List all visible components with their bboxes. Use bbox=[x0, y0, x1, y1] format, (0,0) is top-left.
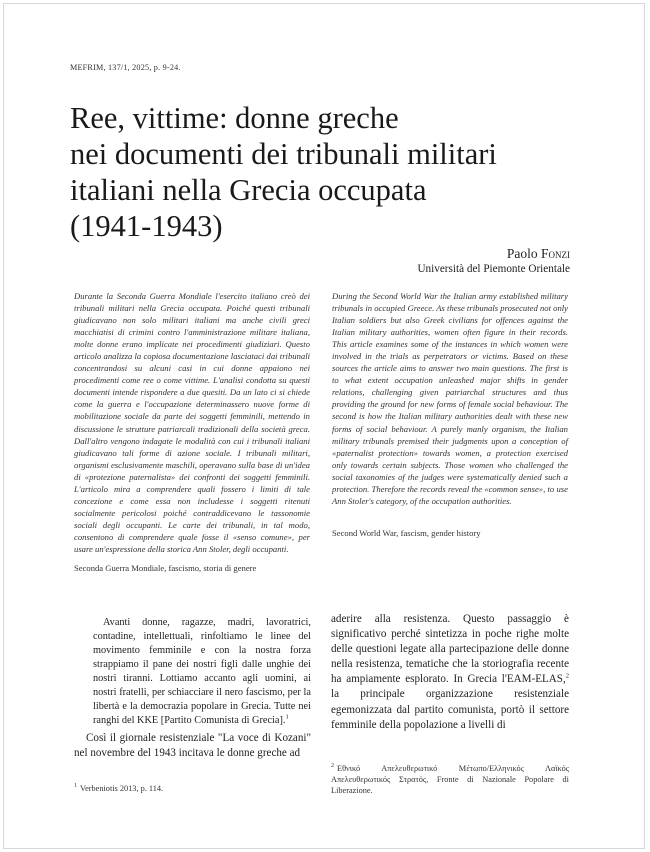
title-line: italiani nella Grecia occupata bbox=[70, 173, 427, 207]
body-paragraph-right bbox=[331, 612, 569, 733]
footnote-1 bbox=[74, 783, 311, 794]
author-first-name: Paolo bbox=[506, 246, 538, 261]
keywords-english: Second World War, fascism, gender history bbox=[332, 528, 481, 538]
body-text: aderire alla resistenza. Questo passaggio è significativo perché sintetizza in poche righe molte delle questioni legate alla partecipazione delle donne nella resistenza, tematiche che la storiografia recente ha ampiamente esplorato. In Grecia l'EAM-ELAS, bbox=[331, 613, 569, 686]
author-name bbox=[507, 246, 570, 262]
footnote-2 bbox=[331, 763, 569, 796]
block-quote bbox=[93, 616, 311, 728]
title-line: (1941-1943) bbox=[70, 209, 223, 243]
title-line: Ree, vittime: donne greche bbox=[70, 101, 399, 135]
footnote-text: Εθνικό Απελευθερωτικό Μέτωπο/Ελληνικός Λαϊκός Απελευθερωτικός Στρατός, Fronte di Nazionale Popolare di Liberazione. bbox=[331, 764, 569, 795]
body-text: Così il giornale resistenziale "La voce di Kozani" nel novembre del 1943 incitava le donne greche ad bbox=[74, 732, 311, 759]
title-line: nei documenti dei tribunali militari bbox=[70, 137, 497, 171]
footnote-text: Verbeniotis 2013, p. 114. bbox=[80, 784, 164, 793]
footnote-number: 1 bbox=[74, 783, 77, 790]
article-title bbox=[70, 100, 570, 244]
keywords-italian: Seconda Guerra Mondiale, fascismo, storia di genere bbox=[74, 563, 257, 573]
footnote-number: 2 bbox=[331, 763, 334, 770]
footnote-ref-2: 2 bbox=[565, 672, 569, 680]
abstract-italian: Durante la Seconda Guerra Mondiale l'esercito italiano creò dei tribunali militari nella Grecia occupata. Poiché questi tribunali giudicavano non solo militari italiani ma anche civili greci macchiatisi di crimini contro l'amministrazione militare italiana, molte donne erano implicate nei procedimenti giudiziari. Questo articolo analizza la copiosa documentazione lasciataci dai tribunali concentrandosi su alcuni casi in cui donne appaiono nei procedimenti come ree o come vittime. L'analisi condotta su questi documenti intende rispondere a due quesiti. Da un lato ci si chiede come la guerra e l'occupazione determinassero nuove forme di mobilitazione sociale da parte dei soggetti femminili, mettendo in discussione le strutture patriarcali tradizionali della società greca. Dall'altro vengono indagate le modalità con cui i tribunali italiani giudicavano tali forme di azione sociale. I tribunali militari, organismi esclusivamente maschili, operavano sulla base di un'idea di «protezione paternalista» dei confronti dei soggetti femminili. L'articolo mira a comprendere quali fossero i limiti di tale concezione e come essa non includesse i soggetti ritenuti socialmente pericolosi poiché contraddicevano le tassonomie sociali degli occupanti. Le carte dei tribunali, in tal modo, consentono di comprendere quale fosse il «senso comune», per usare un'espressione della storica Ann Stoler, degli occupanti. bbox=[74, 291, 310, 554]
journal-reference: MEFRIM, 137/1, 2025, p. 9-24. bbox=[70, 63, 181, 72]
author-last-name: Fonzi bbox=[540, 246, 570, 261]
quote-text: Avanti donne, ragazze, madri, lavoratrici, contadine, intellettuali, rinfoltiamo le linee del movimento femminile e con la nostra forza strappiamo il pane dei nostri figli dalle unghie dei nostri tiranni. Lottiamo accanto agli uomini, ai nostri fratelli, per schiacciare il nero fascismo, per la libertà e la democrazia popolare in Grecia. Tutte nei ranghi del KKE [Partito Comunista di Grecia]. bbox=[93, 617, 311, 726]
body-paragraph-left bbox=[74, 731, 311, 761]
body-text: la principale organizzazione resistenziale egemonizzata dal partito comunista, portò il settore femminile della popolazione a livelli di bbox=[331, 688, 569, 731]
author-affiliation: Università del Piemonte Orientale bbox=[417, 263, 570, 275]
footnote-ref-1: 1 bbox=[285, 713, 289, 721]
abstract-english: During the Second World War the Italian army established military tribunals in occupied Greece. As these tribunals prosecuted not only Italian soldiers but also Greek civilians for offences against the Italian military authorities, women often figure in their records. This article examines some of the instances in which women were involved in the trials as perpetrators or victims. Based on these sources the article aims to answer two main questions. The first is to what extent occupation unleashed major shifts in gender relations, challenging given patriarchal structures and thus providing the ground for new forms of female social behaviour. The second is how the Italian military authorities dealt with these new forms of social behaviour. A purely manly organism, the Italian military tribunals premised their judgments upon a conception of «paternalist protection» towards women, a protection exercised only towards certain subjects. Those women who challenged the social taxonomies of the judges were systematically denied such a protection. Therefore the records reveal the «common sense», to use Ann Stoler's category, of the occupation authorities. bbox=[332, 291, 568, 506]
